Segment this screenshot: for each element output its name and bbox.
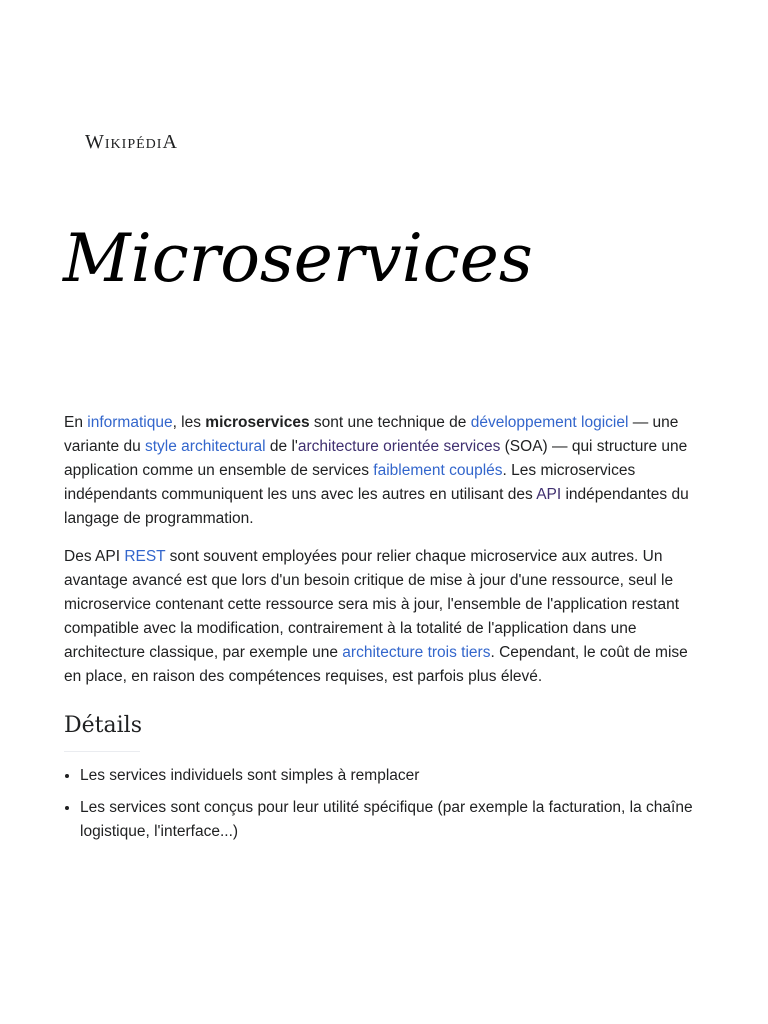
text: (SOA) — qui structure une application comme un ensemble de services [64, 438, 688, 479]
bold-term-microservices: microservices [205, 414, 310, 431]
text: indépendantes du langage de programmation. [64, 486, 689, 527]
link-informatique[interactable]: informatique [87, 414, 173, 431]
text: , les [172, 414, 206, 431]
text: de l' [265, 438, 298, 455]
page-title: Microservices [63, 220, 533, 297]
section-heading-details: Détails [64, 711, 140, 752]
link-rest[interactable]: REST [124, 548, 166, 565]
details-list [64, 764, 704, 844]
link-architecture-trois-tiers[interactable]: architecture trois tiers [342, 644, 491, 661]
wikipedia-wordmark-logo[interactable] [85, 131, 178, 154]
link-api[interactable]: API [536, 486, 562, 503]
logo-letters-middle: ikipédi [104, 131, 163, 153]
list-item: • Les services individuels sont simples à remplacer [80, 764, 704, 788]
text: — une variante du [64, 414, 679, 455]
text: . Les microservices indépendants communiquent les uns avec les autres en utilisant des [64, 462, 636, 503]
link-architecture-orientee-services[interactable]: architecture orientée services [297, 438, 501, 455]
text: sont une technique de [309, 414, 471, 431]
link-developpement-logiciel[interactable]: développement logiciel [470, 414, 629, 431]
intro-paragraph [64, 411, 704, 531]
logo-letter-a: A [162, 131, 178, 153]
link-faiblement-couples[interactable]: faiblement couplés [373, 462, 503, 479]
rest-paragraph [64, 545, 704, 689]
text: Des API [64, 548, 125, 565]
article-content [64, 411, 704, 852]
logo-letter-w: W [85, 131, 105, 153]
text: sont souvent employées pour relier chaque microservice aux autres. Un avantage avancé est que lors d'un besoin critique de mise à jour d'une ressource, seul le microservice contenant cette ressource sera mis à jour, l'ensemble de l'application restant compatible avec la modification, contrairement à la totalité de l'application dans une architecture classique, par exemple une [64, 548, 680, 661]
link-style-architectural[interactable]: style architectural [145, 438, 266, 455]
text: En [64, 414, 88, 431]
list-item: • Les services sont conçus pour leur utilité spécifique (par exemple la facturation, la chaîne logistique, l'interface...) [80, 796, 704, 844]
text: . Cependant, le coût de mise en place, en raison des compétences requises, est parfois plus élevé. [64, 644, 688, 685]
